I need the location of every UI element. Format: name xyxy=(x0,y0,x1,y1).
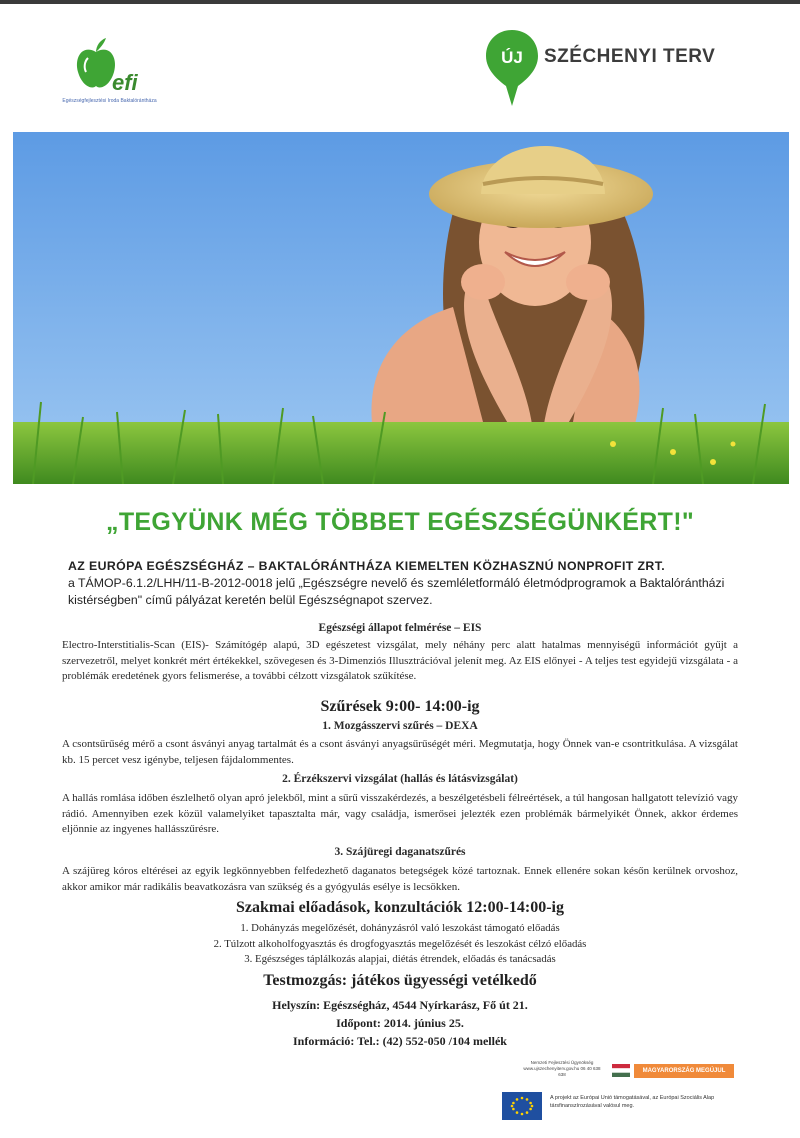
eu-flag-icon xyxy=(502,1092,542,1120)
szechenyi-terv-logo xyxy=(486,30,746,110)
hero-illustration xyxy=(13,132,789,484)
eis-title: Egészségi állapot felmérése – EIS xyxy=(318,622,482,634)
screening-1-text: A csontsűrűség mérő a csont ásványi anyag tartalmát és a csont ásványi anyagsűrűségét méri. Megmutatja, hogy Önnek van-e csontritkulása. A vizsgálat kb. 15 percet vesz igénybe, teljesen fájdalommentes. xyxy=(62,738,738,766)
info-place: Helyszín: Egészségház, 4544 Nyírkarász, Fő út 21. xyxy=(272,998,528,1012)
efi-wordmark: efi xyxy=(112,70,138,95)
screening-2-text: A hallás romlása időben észlelhető olyan apró jelekből, mint a sűrű visszakérdezés, a beszélgetésbeli félreértések, a túl hangosan hallgatott televízió vagy rádió. Amennyiben ezek közül valamelyiket tapasztalta már, vagy családja, ismerősei jelezték ezen problémák bármelyikét Önnek, akkor érdemes eljönnie az ingyenes hallásszűrésre. xyxy=(62,792,738,835)
screenings-title: Szűrések 9:00- 14:00-ig xyxy=(320,698,480,715)
lecture-item: 1. Dohányzás megelőzését, dohányzásról való leszokást támogató előadás xyxy=(240,922,560,934)
map-pin-icon xyxy=(486,30,538,106)
info-date: Időpont: 2014. június 25. xyxy=(336,1016,464,1030)
eu-funding-note: A projekt az Európai Unió támogatásával, az Európai Szociális Alap társfinanszírozásával valósul meg. xyxy=(550,1095,715,1109)
hungary-renews-badge: MAGYARORSZÁG MEGÚJUL xyxy=(634,1064,734,1078)
lectures-title: Szakmai előadások, konzultációk 12:00-14:00-ig xyxy=(235,899,564,916)
lectures-list xyxy=(0,921,800,968)
screening-3-title: 3. Szájüregi daganatszűrés xyxy=(334,846,466,858)
lecture-item: 2. Túlzott alkoholfogyasztás és drogfogyasztás megelőzését és leszokást célzó előadás xyxy=(213,937,587,950)
lecture-item: 3. Egészséges táplálkozás alapjai, diétás étrendek, előadás és tanácsadás xyxy=(244,953,556,965)
info-contact: Információ: Tel.: (42) 552-050 /104 mellék xyxy=(293,1034,507,1048)
screening-3-text: A szájüreg kóros eltérései az egyik legkönnyebben felfedezhető daganatos betegségek közé tartoznak. Ennek ellenére sokan későn kerülnek orvoshoz, akkor amikor már radikális beavatkozásra van szükség és a gyógyulás esélye is lecsökken. xyxy=(62,865,738,893)
eis-text: Electro-Interstitialis-Scan (EIS)- Számítógép alapú, 3D egészetest vizsgálat, mely néhány perc alatt hatalmas mennyiségű információt gyűjt a szervezetről, melyet konkrét mért értékekkel, szövegesen és 3-Dimenziós Illusztrációval jelenít meg. Az EIS előnyei - A teljes test egyidejű vizsgálata - a problémák eredetének gyors felismerése, a további célzott vizsgálatok szűkítése. xyxy=(62,639,738,682)
szechenyi-name: SZÉCHENYI TERV xyxy=(544,46,716,67)
intro xyxy=(68,558,748,609)
efi-subtitle: Egészségfejlesztési Iroda Baktalórántháza xyxy=(62,98,157,104)
hungarian-flag-icon xyxy=(612,1064,630,1077)
sport-title: Testmozgás: játékos ügyességi vetélkedő xyxy=(263,972,537,989)
headline: „TEGYÜNK MÉG TÖBBET EGÉSZSÉGÜNKÉRT!" xyxy=(106,508,694,536)
screening-1-title: 1. Mozgásszervi szűrés – DEXA xyxy=(322,720,478,732)
top-border xyxy=(0,0,800,4)
efi-logo xyxy=(62,36,157,116)
organizer-name: AZ EURÓPA EGÉSZSÉGHÁZ – BAKTALÓRÁNTHÁZA KIEMELTEN KÖZHASZNÚ NONPROFIT ZRT. xyxy=(68,559,666,573)
szechenyi-prefix: ÚJ xyxy=(501,48,523,67)
intro-text: a TÁMOP-6.1.2/LHH/11-B-2012-0018 jelű „Egészségre nevelő és szemléletformáló életmódprogramok a Baktalórántházi kistérségben" című pályázat keretén belül Egészségnapot szervez. xyxy=(68,576,725,607)
screening-2-title: 2. Érzékszervi vizsgálat (hallás és látásvizsgálat) xyxy=(282,773,518,785)
hero-photo xyxy=(13,132,789,484)
nfu-logo-text: Nemzeti Fejlesztési Ügynökség www.ujszechenyiterv.gov.hu 06 40 638 638 xyxy=(523,1060,601,1077)
